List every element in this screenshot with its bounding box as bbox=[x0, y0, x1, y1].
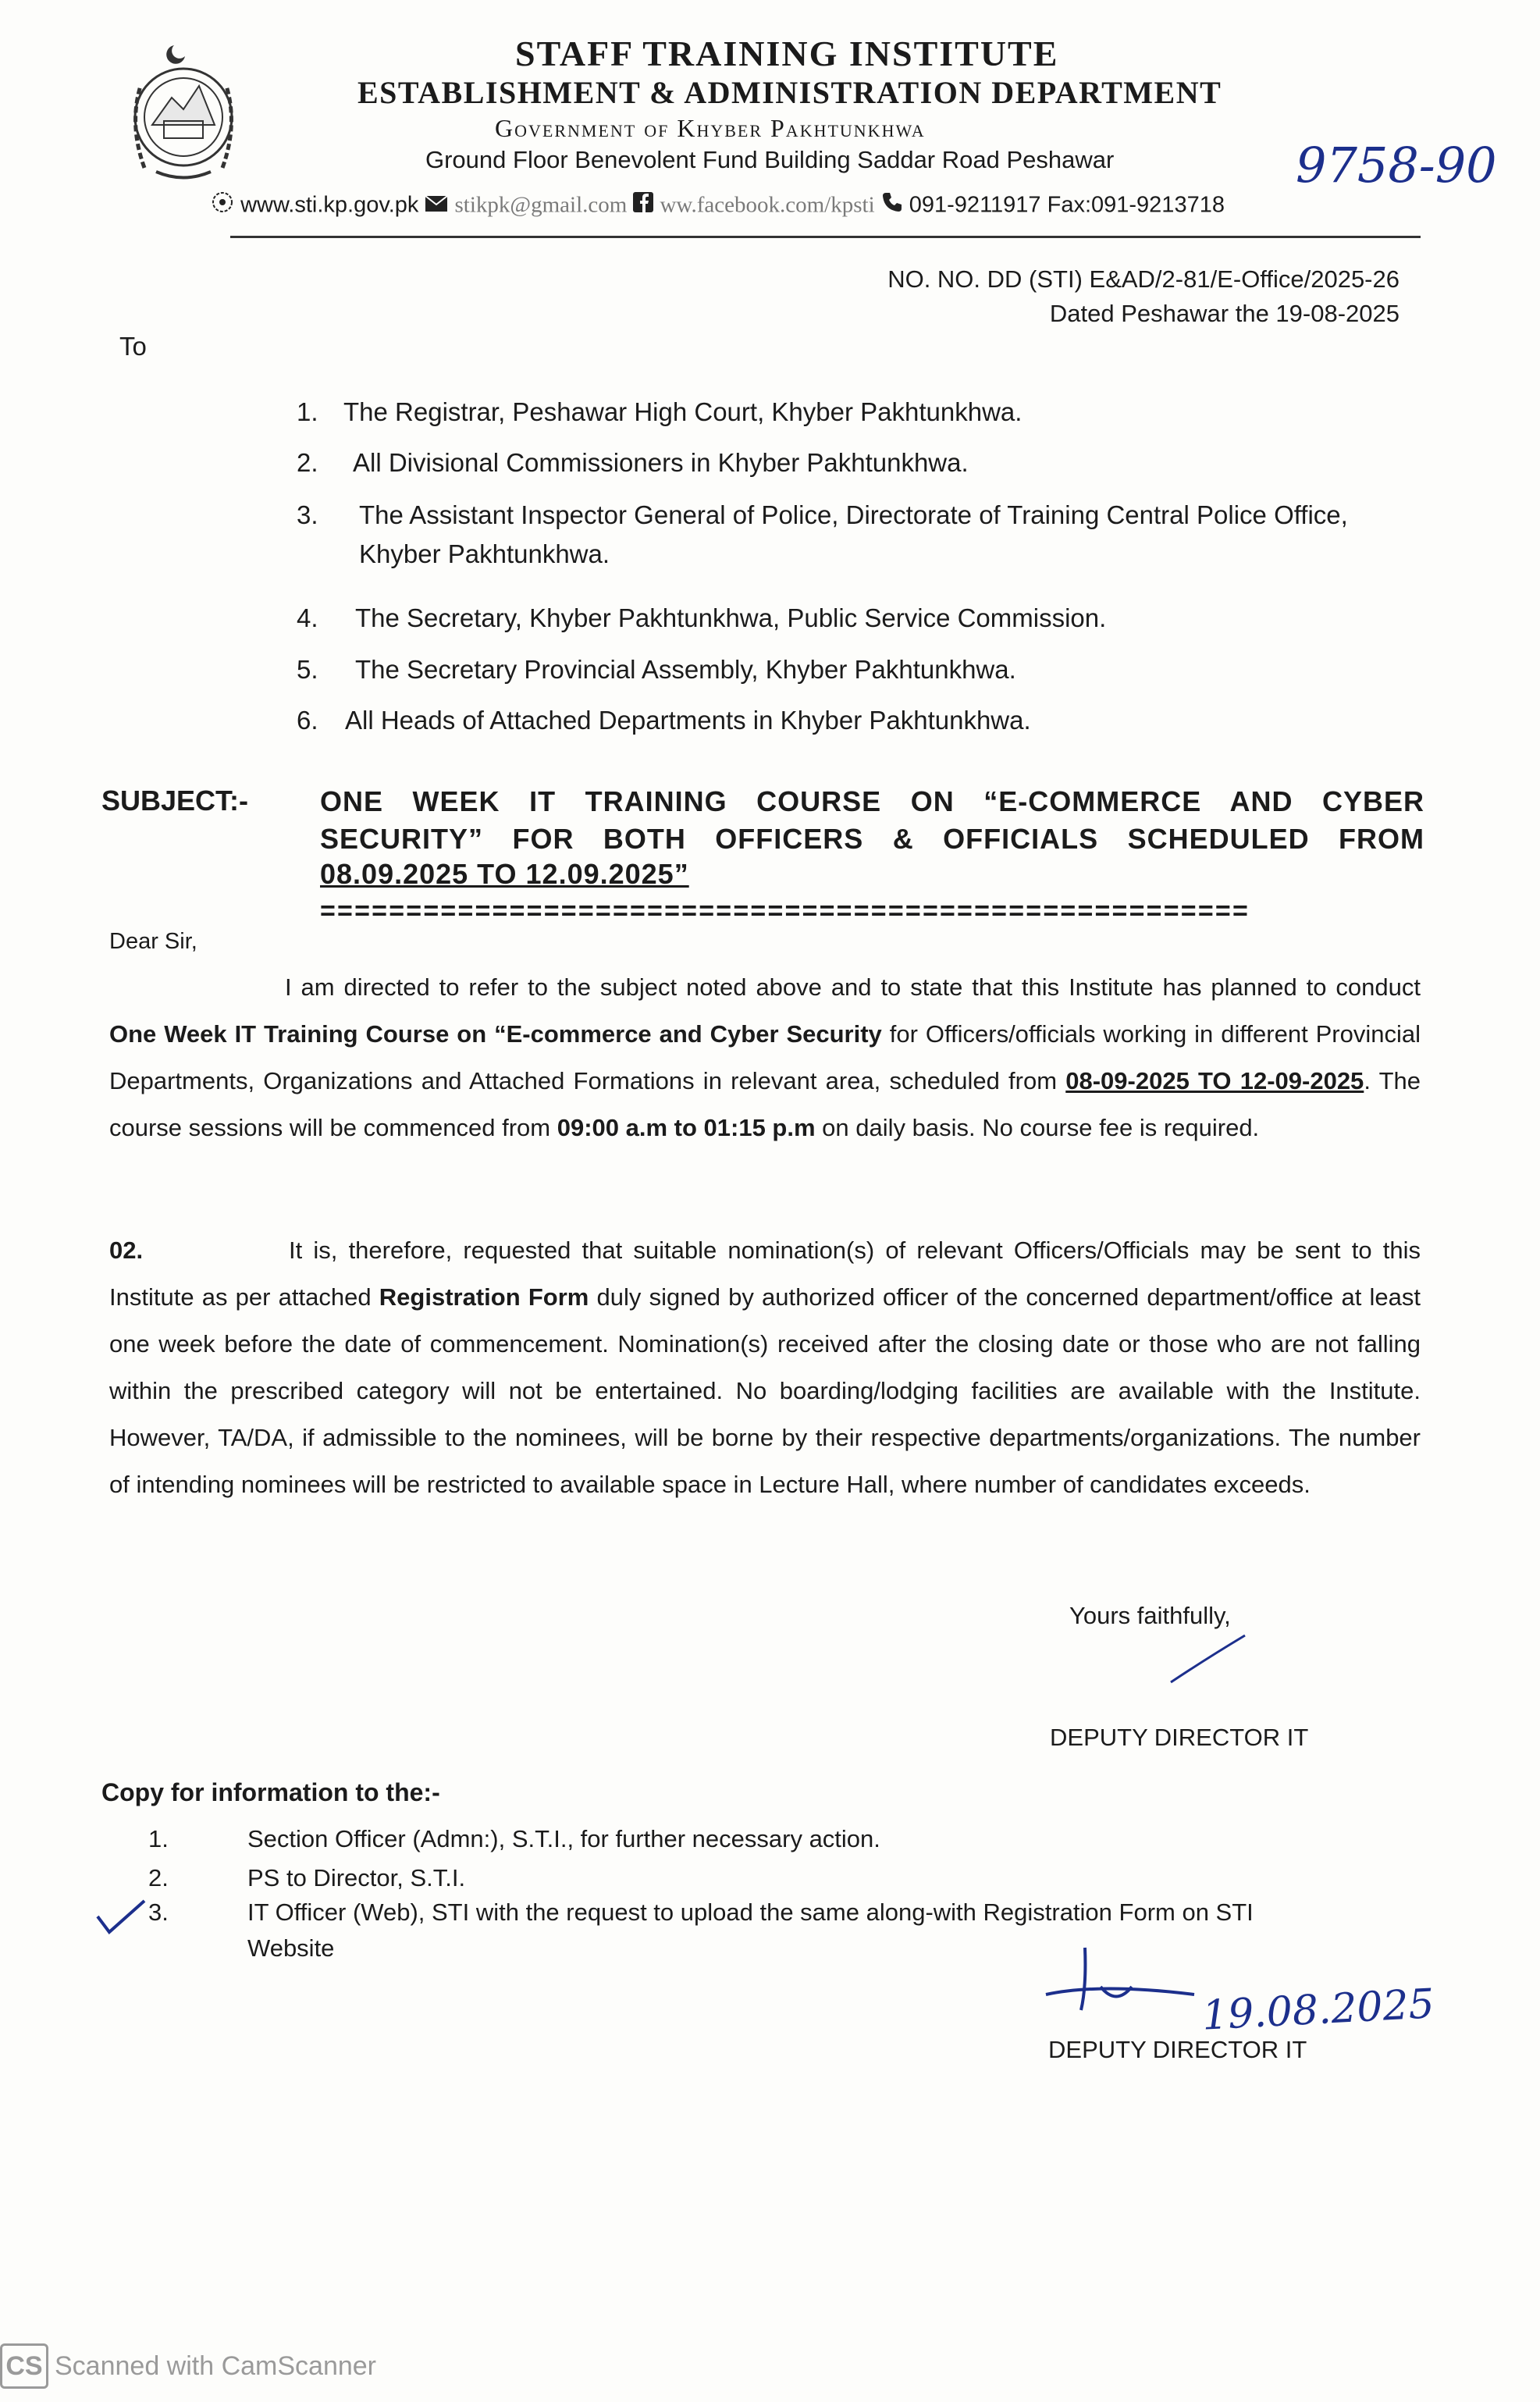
reference-date: Dated Peshawar the 19-08-2025 bbox=[1049, 300, 1400, 327]
subject-dates: 08.09.2025 TO 12.09.2025” bbox=[320, 858, 689, 890]
addressee-item bbox=[297, 393, 1483, 432]
copy-text: PS to Director, S.T.I. bbox=[247, 1864, 466, 1891]
contact-line bbox=[211, 190, 1225, 220]
subject-line: SECURITY” FOR BOTH OFFICERS & OFFICIALS SCHEDULED FROM bbox=[320, 823, 1424, 855]
para-text: It is, therefore, requested that suitable nomination(s) of relevant Officers/Officials may be sent to this Institute as per attached bbox=[109, 1237, 1421, 1311]
body-paragraph-2 bbox=[109, 1227, 1421, 1508]
subject-line: ONE WEEK IT TRAINING COURSE ON “E-COMMERCE AND CYBER bbox=[320, 785, 1424, 817]
header-rule bbox=[230, 236, 1421, 238]
website-text: www.sti.kp.gov.pk bbox=[240, 192, 419, 218]
addressee-item bbox=[297, 650, 1483, 689]
addressee-text: All Divisional Commissioners in Khyber Pakhtunkhwa. bbox=[353, 448, 969, 477]
signatory-title: DEPUTY DIRECTOR IT bbox=[1050, 1724, 1309, 1751]
addressee-text: The Assistant Inspector General of Police, Directorate of Training Central Police Office, bbox=[359, 500, 1348, 529]
course-name: One Week IT Training Course on “E-commerce and Cyber Security bbox=[109, 1020, 882, 1048]
paragraph-number: 02. bbox=[109, 1237, 144, 1264]
email-text: stikpk@gmail.com bbox=[454, 192, 628, 218]
addressee-item bbox=[297, 496, 1483, 574]
addressee-number: 6. bbox=[297, 706, 318, 735]
registration-form-ref: Registration Form bbox=[379, 1283, 589, 1311]
para-text: duly signed by authorized officer of the concerned department/office at least one week before the date of commencement. Nomination(s) received after the closing date or those who are not falling within the prescribed category will not be entertained. No boarding/lodging facilities are available with the Institute. However, TA/DA, if admissible to the nominees, will be borne by their respective departments/organizations. The number of intending nominees will be restricted to available space in Lecture Hall, where number of candidates exceeds. bbox=[109, 1283, 1421, 1498]
mail-icon bbox=[425, 193, 454, 218]
addressee-text-cont: Khyber Pakhtunkhwa. bbox=[359, 539, 610, 568]
copy-number: 1. bbox=[148, 1825, 169, 1852]
phone-icon bbox=[881, 194, 909, 219]
para-text: on daily basis. No course fee is required. bbox=[815, 1114, 1260, 1141]
checkmark-icon bbox=[94, 1897, 148, 1940]
handwritten-date: 19.08.2025 bbox=[1200, 1980, 1436, 2040]
office-address: Ground Floor Benevolent Fund Building Saddar Road Peshawar bbox=[425, 146, 1115, 173]
subject-separator: ====================================================== bbox=[320, 896, 1250, 926]
kp-government-emblem bbox=[113, 31, 254, 191]
para-text: I am directed to refer to the subject noted above and to state that this Institute has planned to conduct bbox=[285, 973, 1421, 1001]
copy-item bbox=[148, 1821, 1366, 1857]
scanner-watermark bbox=[0, 2343, 376, 2389]
signature bbox=[1038, 1940, 1210, 2030]
to-label: To bbox=[119, 332, 147, 361]
copy-text-cont: Website bbox=[247, 1934, 335, 1962]
addressee-item bbox=[297, 701, 1483, 740]
watermark-text: Scanned with CamScanner bbox=[55, 2351, 377, 2381]
globe-icon bbox=[211, 194, 240, 219]
copy-text: IT Officer (Web), STI with the request to upload the same along-with Registration Form on STI bbox=[247, 1898, 1254, 1926]
reference-block bbox=[887, 262, 1400, 331]
course-dates: 08-09-2025 TO 12-09-2025 bbox=[1065, 1067, 1364, 1094]
addressee-number: 2. bbox=[297, 448, 318, 477]
department-name: ESTABLISHMENT & ADMINISTRATION DEPARTMENT bbox=[357, 75, 1222, 110]
signatory-title: DEPUTY DIRECTOR IT bbox=[1048, 2036, 1307, 2063]
addressee-text: The Secretary, Khyber Pakhtunkhwa, Public Service Commission. bbox=[355, 603, 1107, 632]
handwritten-diary-number: 9758-90 bbox=[1296, 137, 1497, 194]
closing: Yours faithfully, bbox=[1069, 1602, 1231, 1629]
para-text: for Officers/officials working in different Provincial Departments, Organizations and Attached Formations in relevant area, scheduled from bbox=[109, 1020, 1421, 1094]
subject-text bbox=[320, 783, 1424, 858]
signature bbox=[1167, 1632, 1253, 1690]
copy-number: 2. bbox=[148, 1864, 169, 1891]
facebook-icon bbox=[633, 193, 660, 218]
addressee-text: All Heads of Attached Departments in Khyber Pakhtunkhwa. bbox=[345, 706, 1031, 735]
addressee-number: 3. bbox=[297, 500, 318, 529]
reference-number: NO. NO. DD (STI) E&AD/2-81/E-Office/2025-26 bbox=[887, 265, 1400, 293]
phone-text: 091-9211917 Fax:091-9213718 bbox=[909, 192, 1225, 218]
government-name: Government of Khyber Pakhtunkhwa bbox=[495, 114, 926, 142]
course-timing: 09:00 a.m to 01:15 p.m bbox=[557, 1114, 816, 1141]
copy-number: 3. bbox=[148, 1898, 169, 1926]
addressee-item bbox=[297, 443, 1483, 482]
addressee-number: 4. bbox=[297, 603, 318, 632]
copy-item bbox=[148, 1860, 1366, 1896]
copy-heading: Copy for information to the:- bbox=[101, 1778, 440, 1806]
addressee-number: 5. bbox=[297, 655, 318, 684]
addressee-text: The Secretary Provincial Assembly, Khyber Pakhtunkhwa. bbox=[355, 655, 1016, 684]
addressee-number: 1. bbox=[297, 397, 318, 426]
salutation: Dear Sir, bbox=[109, 929, 197, 954]
camscanner-logo: CS bbox=[0, 2343, 48, 2389]
body-paragraph-1 bbox=[109, 964, 1421, 1151]
para-text: . The course sessions will be commenced from bbox=[109, 1067, 1421, 1141]
facebook-text: ww.facebook.com/kpsti bbox=[660, 192, 875, 218]
addressee-item bbox=[297, 599, 1483, 638]
addressee-text: The Registrar, Peshawar High Court, Khyber Pakhtunkhwa. bbox=[343, 397, 1023, 426]
copy-text: Section Officer (Admn:), S.T.I., for further necessary action. bbox=[247, 1825, 880, 1852]
subject-label: SUBJECT:- bbox=[101, 785, 249, 817]
institute-name: STAFF TRAINING INSTITUTE bbox=[515, 34, 1059, 73]
